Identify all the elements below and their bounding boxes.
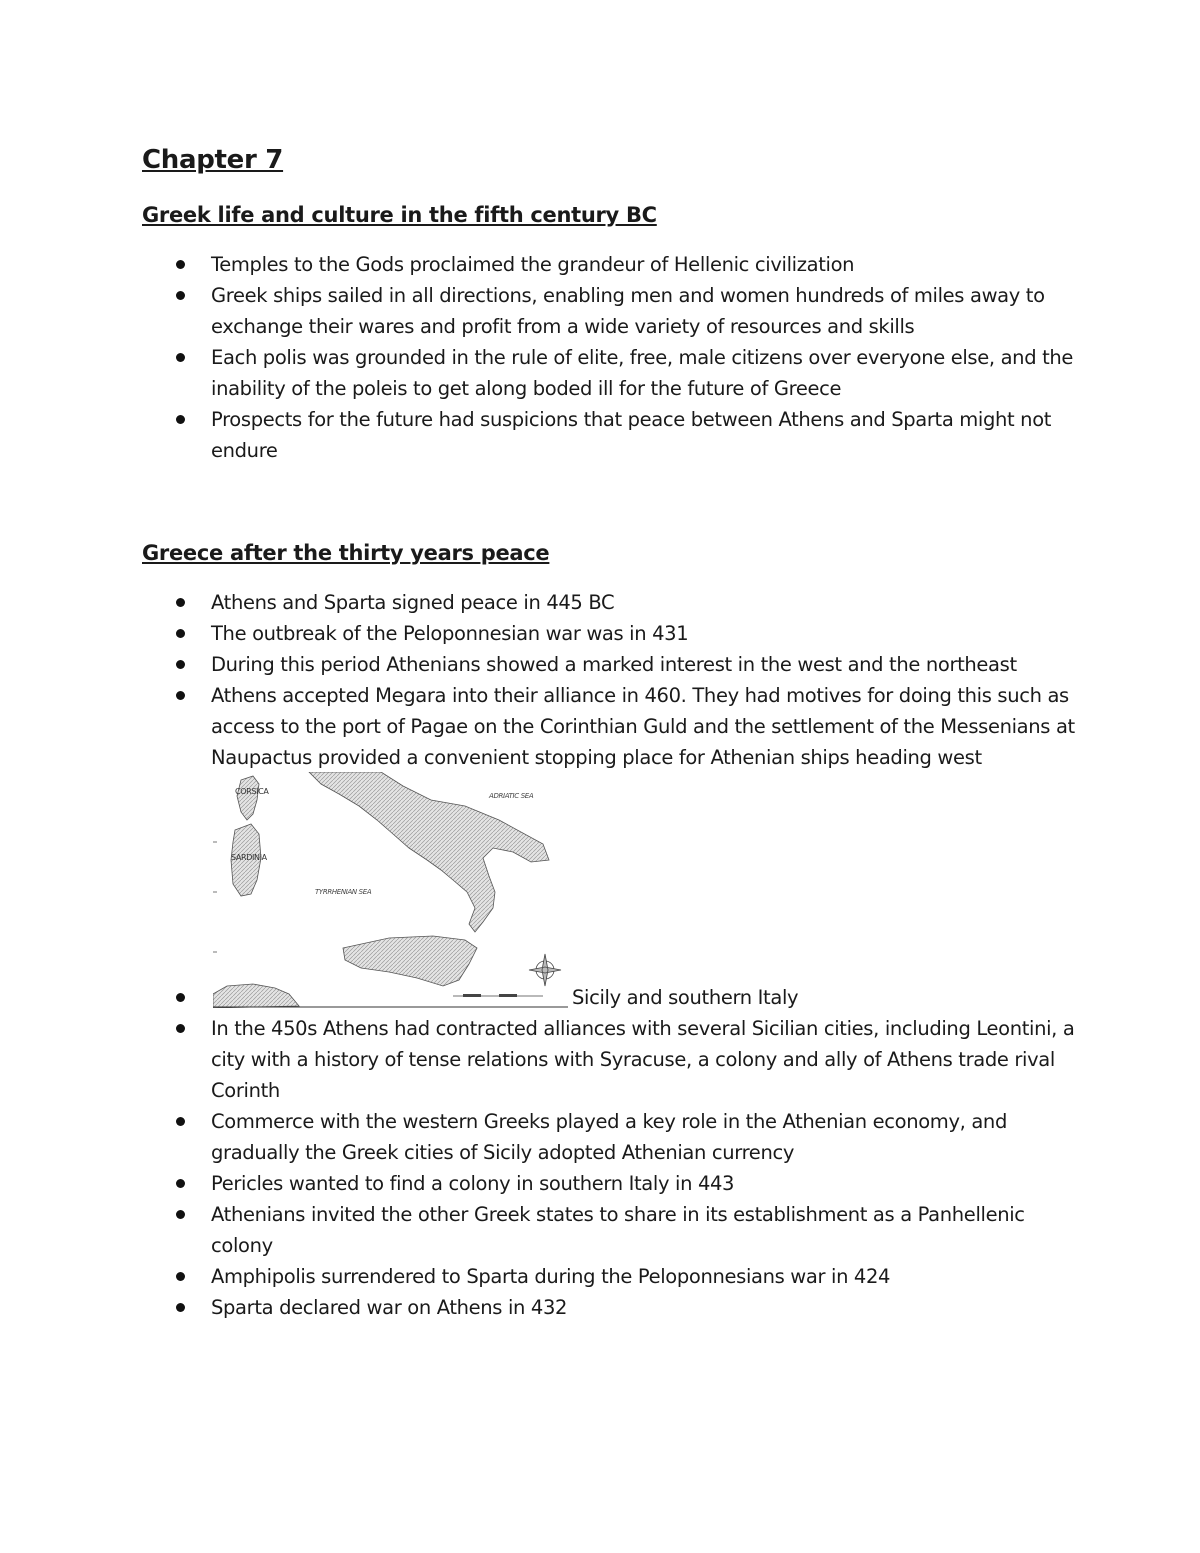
list-item-text: Athens and Sparta signed peace in 445 BC — [211, 591, 615, 614]
list-item — [0, 680, 1080, 773]
list-item — [0, 280, 1080, 342]
map-label-sardinia: SARDINIA — [231, 853, 267, 862]
bullet-icon — [176, 598, 185, 607]
bullet-icon — [176, 993, 185, 1002]
list-item-text: The outbreak of the Peloponnesian war was in 431 — [211, 622, 689, 645]
list-item — [0, 342, 1080, 404]
bullet-icon — [176, 629, 185, 638]
bullet-icon — [176, 260, 185, 269]
list-item-text: Prospects for the future had suspicions that peace between Athens and Sparta might not endure — [211, 408, 1052, 462]
bullet-icon — [176, 1179, 185, 1188]
list-item-text: Amphipolis surrendered to Sparta during the Peloponnesians war in 424 — [211, 1265, 891, 1288]
sicily-italy-map-graphic — [213, 772, 568, 1008]
bullet-icon — [176, 1117, 185, 1126]
list-item-text: Each polis was grounded in the rule of elite, free, male citizens over everyone else, and the inability of the poleis to get along boded ill for the future of Greece — [211, 346, 1074, 400]
map-label-corsica: CORSICA — [235, 787, 269, 796]
list-item-text: Athenians invited the other Greek states to share in its establishment as a Panhellenic colony — [211, 1203, 1025, 1257]
bullet-icon — [176, 353, 185, 362]
map-caption: Sicily and southern Italy — [572, 986, 799, 1009]
map-image — [213, 772, 568, 1008]
list-item-text: Temples to the Gods proclaimed the grandeur of Hellenic civilization — [211, 253, 855, 276]
bullet-icon — [176, 1024, 185, 1033]
list-item-text: Pericles wanted to find a colony in southern Italy in 443 — [211, 1172, 735, 1195]
list-item-map — [0, 773, 1080, 1013]
bullet-icon — [176, 291, 185, 300]
list-item-text: In the 450s Athens had contracted alliances with several Sicilian cities, including Leontini, a city with a history of tense relations with Syracuse, a colony and ally of Athens trade rival Corinth — [211, 1017, 1075, 1102]
list-item — [0, 1292, 1080, 1323]
list-item — [0, 1199, 1080, 1261]
bullet-icon — [176, 691, 185, 700]
bullet-icon — [176, 1303, 185, 1312]
bullet-icon — [176, 1210, 185, 1219]
list-item — [0, 1106, 1080, 1168]
list-item — [0, 1261, 1080, 1292]
list-item — [0, 1013, 1080, 1106]
list-item-text: During this period Athenians showed a marked interest in the west and the northeast — [211, 653, 1017, 676]
chapter-title: Chapter 7 — [142, 145, 284, 175]
list-item — [0, 618, 1080, 649]
list-item — [0, 587, 1080, 618]
list-item-text: Commerce with the western Greeks played a key role in the Athenian economy, and gradually the Greek cities of Sicily adopted Athenian currency — [211, 1110, 1007, 1164]
section-heading-thirty-years-peace: Greece after the thirty years peace — [142, 541, 550, 565]
bullet-list-greek-life — [0, 249, 1080, 466]
list-item — [0, 404, 1080, 466]
list-item — [0, 1168, 1080, 1199]
list-item-text: Sparta declared war on Athens in 432 — [211, 1296, 568, 1319]
bullet-icon — [176, 415, 185, 424]
list-item-text: Athens accepted Megara into their alliance in 460. They had motives for doing this such as access to the port of Pagae on the Corinthian Guld and the settlement of the Messenians at Naupactus provided a convenient stopping place for Athenian ships heading west — [211, 684, 1075, 769]
list-item — [0, 649, 1080, 680]
list-item — [0, 249, 1080, 280]
bullet-icon — [176, 1272, 185, 1281]
map-label-adriatic-sea: ADRIATIC SEA — [489, 792, 534, 800]
bullet-icon — [176, 660, 185, 669]
map-label-tyrrhenian-sea: TYRRHENIAN SEA — [315, 888, 372, 896]
section-heading-greek-life: Greek life and culture in the fifth century BC — [142, 203, 657, 227]
bullet-list-thirty-years-peace — [0, 587, 1080, 1323]
list-item-text: Greek ships sailed in all directions, enabling men and women hundreds of miles away to exchange their wares and profit from a wide variety of resources and skills — [211, 284, 1045, 338]
